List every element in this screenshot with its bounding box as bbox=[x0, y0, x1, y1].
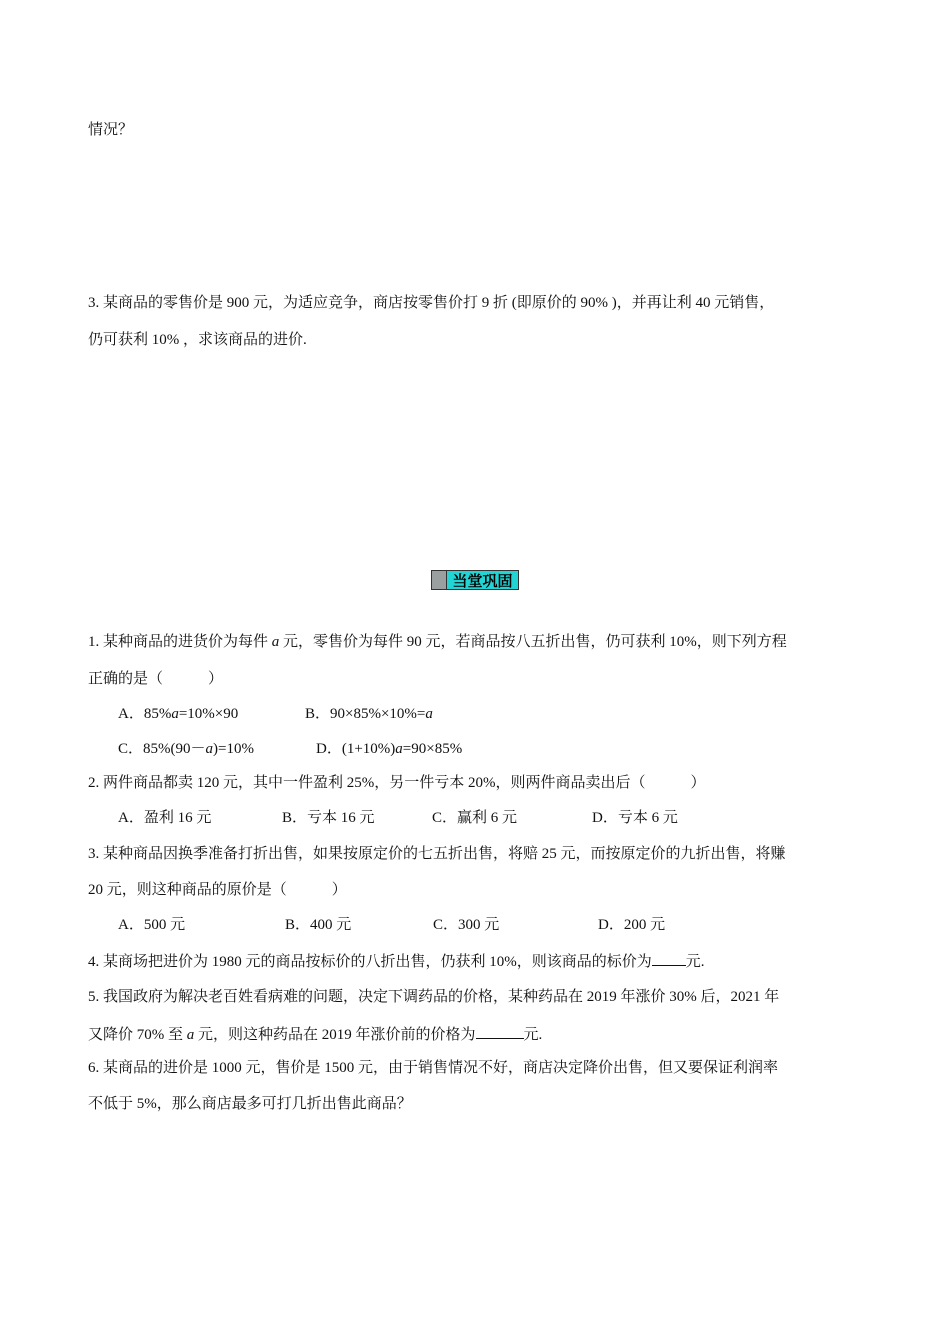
question-1-option-a bbox=[118, 704, 238, 724]
q1-optC-post: )=10% bbox=[213, 741, 254, 757]
top-fragment-text: 情况？ bbox=[88, 122, 134, 138]
question-1-option-b bbox=[305, 704, 433, 724]
q1-optA-var: a bbox=[171, 706, 179, 722]
question-5-line-2 bbox=[88, 1023, 542, 1045]
section-title: 当堂巩固 bbox=[452, 571, 513, 590]
question-5-line-1: 5. 我国政府为解决老百姓看病难的问题，决定下调药品的价格，某种药品在 2019 年涨价 30% 后，2021 年 bbox=[88, 989, 780, 1005]
q1-text-b: 元，零售价为每件 90 元，若商品按八五折出售，仍可获利 10%，则下列方程 bbox=[279, 634, 787, 650]
question-3-option-c: C．300 元 bbox=[433, 917, 500, 933]
question-6-line-2: 不低于 5%，那么商店最多可打几折出售此商品？ bbox=[88, 1096, 412, 1112]
q1-optB-var: a bbox=[425, 706, 433, 722]
q1-optC-pre: C．85%(90－ bbox=[118, 741, 206, 757]
question-2-option-b: B．亏本 16 元 bbox=[282, 810, 375, 826]
question-3-line-2: 20 元，则这种商品的原价是（ ） bbox=[88, 882, 347, 898]
q1-optD-pre: D．(1+10%) bbox=[316, 741, 396, 757]
q1-variable: a bbox=[271, 634, 280, 650]
section-header-marker bbox=[432, 571, 447, 589]
question-2-option-c: C．赢利 6 元 bbox=[432, 810, 518, 826]
q5-variable: a bbox=[186, 1027, 195, 1043]
question-1-option-c bbox=[118, 739, 254, 759]
q5-answer-blank[interactable] bbox=[476, 1023, 524, 1039]
q4-unit: 元. bbox=[685, 954, 705, 970]
question-1-option-d bbox=[316, 739, 462, 759]
question-3-option-b: B．400 元 bbox=[285, 917, 352, 933]
question-2-option-d: D．亏本 6 元 bbox=[592, 810, 678, 826]
question-4 bbox=[88, 950, 705, 972]
prev-question-3-line-2: 仍可获利 10% ，求该商品的进价. bbox=[88, 332, 307, 348]
question-2-option-a: A．盈利 16 元 bbox=[118, 810, 212, 826]
q1-optD-post: =90×85% bbox=[402, 741, 463, 757]
q1-optB-pre: B．90×85%×10%= bbox=[305, 706, 426, 722]
section-header bbox=[431, 570, 519, 590]
q1-text-a: 1. 某种商品的进货价为每件 bbox=[88, 634, 272, 650]
question-3-option-a: A．500 元 bbox=[118, 917, 186, 933]
question-1-line-2: 正确的是（ ） bbox=[88, 671, 224, 687]
q1-optA-pre: A．85% bbox=[118, 706, 172, 722]
q1-optD-var: a bbox=[395, 741, 403, 757]
q4-answer-blank[interactable] bbox=[652, 950, 686, 966]
q1-optA-post: =10%×90 bbox=[178, 706, 239, 722]
question-3-line-1: 3. 某种商品因换季准备打折出售，如果按原定价的七五折出售，将赔 25 元，而按原定价的九折出售，将赚 bbox=[88, 846, 786, 862]
question-2-line-1: 2. 两件商品都卖 120 元，其中一件盈利 25%，另一件亏本 20%，则两件商品卖出后（ ） bbox=[88, 775, 706, 791]
q5-text-b: 元，则这种药品在 2019 年涨价前的价格为 bbox=[194, 1027, 476, 1043]
question-6-line-1: 6. 某商品的进价是 1000 元，售价是 1500 元，由于销售情况不好，商店决定降价出售，但又要保证利润率 bbox=[88, 1060, 779, 1076]
q5-text-a: 又降价 70% 至 bbox=[88, 1027, 187, 1043]
question-1-line-1 bbox=[88, 632, 787, 652]
q1-optC-var: a bbox=[205, 741, 213, 757]
q4-text: 4. 某商场把进价为 1980 元的商品按标价的八折出售，仍获利 10%，则该商品的标价为 bbox=[88, 954, 652, 970]
prev-question-3-line-1: 3. 某商品的零售价是 900 元，为适应竞争，商店按零售价打 9 折 (即原价的 90% )，并再让利 40 元销售， bbox=[88, 295, 775, 311]
question-3-option-d: D．200 元 bbox=[598, 917, 666, 933]
q5-unit: 元. bbox=[523, 1027, 543, 1043]
